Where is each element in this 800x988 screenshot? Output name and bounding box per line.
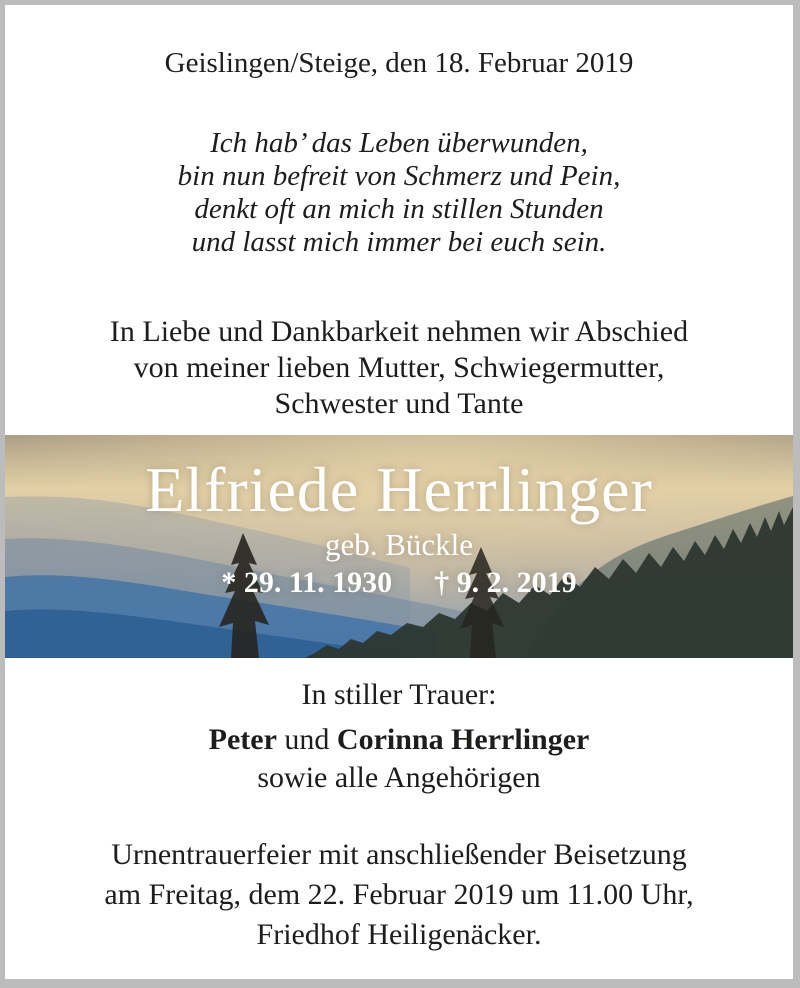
poem-line: bin nun befreit von Schmerz und Pein, [177, 160, 621, 192]
poem-line: und lasst mich immer bei euch sein. [191, 226, 607, 258]
farewell-intro [5, 314, 793, 422]
dateline: Geislingen/Steige, den 18. Februar 2019 [164, 47, 634, 79]
poem-line: Ich hab’ das Leben überwunden, [210, 127, 588, 159]
ceremony-details [5, 835, 793, 955]
maiden-name: geb. Bückle [324, 527, 474, 562]
deceased-name: Elfriede Herrlinger [145, 454, 653, 525]
mourning-heading: In stiller Trauer: [301, 678, 497, 711]
death-date: † 9. 2. 2019 [434, 566, 577, 599]
intro-line: In Liebe und Dankbarkeit nehmen wir Abschied [109, 315, 689, 348]
ceremony-line: Urnentrauerfeier mit anschließender Beisetzung [111, 838, 687, 871]
poem-line: denkt oft an mich in stillen Stunden [194, 193, 604, 225]
mourners-line [5, 721, 793, 759]
relatives-line: sowie alle Angehörigen [257, 761, 541, 794]
conjunction: und [284, 723, 330, 756]
ceremony-line: am Freitag, dem 22. Februar 2019 um 11.00 Uhr, [104, 878, 694, 911]
intro-line: Schwester und Tante [274, 387, 524, 420]
ceremony-line: Friedhof Heiligenäcker. [256, 918, 542, 951]
intro-line: von meiner lieben Mutter, Schwiegermutter, [133, 351, 665, 384]
life-dates [5, 565, 793, 601]
birth-date: * 29. 11. 1930 [221, 566, 393, 599]
memorial-photo-banner [5, 435, 793, 658]
deceased-banner-text [5, 435, 793, 601]
mourner-name: Peter [208, 723, 277, 756]
mourner-name: Corinna Herrlinger [336, 723, 590, 756]
memorial-poem [5, 127, 793, 259]
